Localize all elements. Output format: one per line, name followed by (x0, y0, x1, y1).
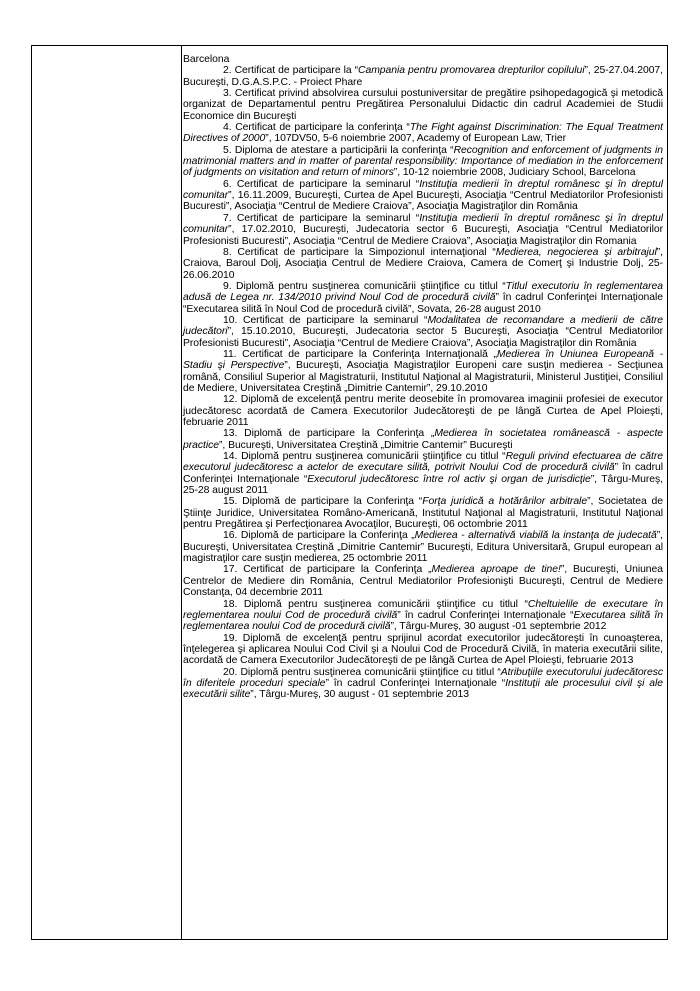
entry-text: ” în cadrul Conferinţei Internaţionale “ (325, 677, 506, 689)
entry-text: ”, Craiova, Baroul Dolj, Asociaţia Centrul de Mediere Craiova, Camera de Comerţ şi Industrie Dolj, 25-26.06.2010 (183, 246, 663, 281)
entry-title-italic: Instituţia medierii în dreptul românesc şi în dreptul comunitar (183, 212, 663, 236)
entry-title-italic: Instituţii ale procesului civil şi ale executării silite (183, 677, 663, 701)
certificate-entry (183, 247, 663, 281)
entry-text: 2. Certificat de participare la “ (223, 65, 359, 77)
entry-text: ” în cadrul Conferinţei Internaţionale “ (183, 462, 663, 485)
entry-text: ”, 107DV50, 5-6 noiembrie 2007, Academy of European Law, Trier (265, 133, 566, 145)
entry-text: ”, Bucureşti, Uniunea Centrelor de Mediere din România, Centrul Mediatorilor Profesionişti Bucureşti, Centrul de Mediere Constanţa, 04 decembrie 2011 (183, 564, 663, 599)
entry-title-italic: Medierea în Uniunea Europeană - Stadiu şi Perspective (183, 348, 663, 372)
certifications-list (183, 54, 663, 701)
entry-title-italic: Atribuţiile executorului judecătoresc în diferitele proceduri speciale (183, 666, 663, 689)
document-table (31, 45, 668, 940)
entry-text: ”, Bucureşti, Asociaţia Magistraţilor Europeni care susţin medierea - Secţiunea română, Consiliul Superior al Magistraturii, Institutul Naţional al Magistraturii, Ministerul Justiţiei, Consiliul de Mediere, Universitatea Creştină „Dimitrie Cantemir”, 29.10.2010 (183, 360, 663, 394)
entry-text: 12. Diplomă de excelenţă pentru merite deosebite în promovarea imaginii profesiei de executor judecătoresc acordată de Camera Executorilor Judecătoreşti de pe lângă Curtea de Apel Ploieşti, februarie 2011 (183, 394, 663, 428)
certificate-entry (183, 394, 663, 428)
certificate-entry (183, 564, 663, 598)
entry-text: 9. Diplomă pentru susţinerea comunicării ştiinţifice cu titlul “ (223, 280, 506, 292)
certificate-entry (183, 122, 663, 145)
certificate-entry (183, 281, 663, 315)
entry-text: 4. Certificat de participare la conferinţa “ (223, 122, 410, 134)
entry-text: ”, Bucureşti, Universitatea Creştină „Dimitrie Cantemir” Bucureşti, Editura Universitară, Grupul european al magistraţilor care susţin medierea, 25 octombrie 2011 (183, 530, 663, 565)
entry-title-italic: Cheltuielile de executare în reglementarea noului Cod de procedură civilă (183, 598, 663, 621)
entry-text: ”, 25-27.04.2007, Bucureşti, D.G.A.S.P.C. - Proiect Phare (183, 65, 663, 88)
entry-text: 8. Certificat de participare la Simpozionul internaţional “ (223, 246, 496, 258)
entry-text: ” în cadrul Conferinţei Internaţionale “Executarea silită în Noul Cod de procedură civilă”, Sovata, 26-28 august 2010 (183, 292, 663, 315)
entry-text: ”, Bucureşti, Universitatea Creştină „Dimitrie Cantemir” Bucureşti (218, 439, 513, 451)
certificate-entry (183, 428, 663, 451)
entry-text: ”, 15.10.2010, Bucureşti, Judecatoria sector 5 Bucureşti, Asociaţia “Centrul Mediatorilor Profesionisti Bucuresti”, Asociaţia “Centrul de Mediere Craiova”, Asociaţia Magistraţilor din România (183, 326, 663, 349)
entry-text: 20. Diplomă pentru susţinerea comunicării ştiinţifice cu titlul “ (223, 666, 501, 678)
entry-title-italic: Recognition and enforcement of judgments in matrimonial matters and in matter of parental responsibility: Importance of mediation in the enforcement of judgments on visitation and return of minors (183, 144, 663, 179)
entry-text: 13. Diplomă de participare la Conferinţa „ (223, 428, 435, 440)
certificate-entry (183, 599, 663, 633)
entry-text: 17. Certificat de participare la Conferinţa „ (223, 564, 432, 576)
entry-text: 19. Diplomă de excelenţă pentru sprijinul acordat executorilor judecătoreşti în cunoaşterea, înţelegerea şi aplicarea Noului Cod Civil şi a Noului Cod de Procedură Civilă, în materia executării silite, acordată de Camera Executorilor Judecătoreşti de pe lângă Curtea de Apel Ploieşti, februarie 2013 (183, 632, 663, 667)
entry-text: 18. Diplomă pentru susţinerea comunicării ştiinţifice cu titlul “ (223, 598, 528, 610)
entry-text: 3. Certificat privind absolvirea cursului postuniversitar de pregătire psihopedagogică şi metodică organizat de Departamentul pentru Pregătirea Personalului Didactic din cadrul Academiei de Studii Economice din Bucureşti (183, 88, 663, 122)
certificate-entry (183, 349, 663, 394)
entry-text: ”, Târgu-Mureş, 25-28 august 2011 (183, 473, 663, 497)
certificate-entry (183, 530, 663, 564)
entry-title-italic: Medierea, negocierea şi arbitrajul (495, 246, 657, 258)
certificate-entry (183, 145, 663, 179)
entry-title-italic: Campania pentru promovarea drepturilor copilului (358, 65, 585, 77)
certificate-entry (183, 496, 663, 530)
entry-title-italic: Forţa juridică a hotărârilor arbitrale (422, 496, 588, 508)
entry-text: Barcelona (183, 54, 230, 65)
table-label-column (32, 46, 182, 939)
entry-title-italic: Modalitatea de recomandare a medierii de către judecători (183, 314, 663, 338)
certificate-entry (183, 65, 663, 88)
certificate-entry (183, 213, 663, 247)
certificate-entry (183, 633, 663, 667)
entry-text: ”, Târgu-Mureş, 30 august - 01 septembrie 2013 (250, 689, 470, 701)
entry-title-italic: Executorul judecătoresc între rol activ şi organ de jurisdicţie (307, 473, 591, 485)
certificate-entry (183, 179, 663, 213)
entry-text: 16. Diplomă de participare la Conferinţa „ (223, 530, 415, 542)
entry-text: 5. Diploma de atestare a participării la conferinţa “ (223, 144, 454, 156)
certificate-entry (183, 451, 663, 496)
entry-text: 6. Certificat de participare la seminarul “ (223, 178, 420, 190)
entry-title-italic: Medierea în societatea românească - aspecte practice (183, 428, 664, 451)
entry-text: ”, 17.02.2010, Bucureşti, Judecatoria sector 6 Bucureşti, Asociaţia “Centrul Mediatorilor Profesionisti Bucuresti”, Asociaţia “Centrul de Mediere Craiova”, Asociaţia Magistraţilor din Romania (183, 224, 663, 247)
entry-text: ”, Societatea de Ştiinţe Juridice, Universitatea Româno-Americană, Institutul Naţional al Magistraturii, Institutul Naţional pentru Pregătirea şi Perfecţionarea Avocaţilor, Bucureşti, 06 octombrie 2011 (183, 496, 664, 531)
entry-text: 14. Diplomă pentru susţinerea comunicării ştiinţifice cu titlul “ (223, 451, 506, 463)
certificate-entry (183, 667, 663, 701)
entry-title-italic: The Fight against Discrimination: The Equal Treatment Directives of 2000 (183, 122, 663, 145)
entry-title-italic: Executarea silită în reglementarea noului Cod de procedură civilă (183, 609, 663, 633)
entry-text: 7. Certificat de participare la seminarul “ (223, 212, 420, 224)
continuation-line (183, 54, 663, 65)
entry-text: ” în cadrul Conferinţei Internaţionale “ (397, 609, 574, 621)
certificate-entry (183, 315, 663, 349)
entry-text: ”, Târgu-Mureş, 30 august -01 septembrie 2012 (390, 621, 607, 633)
entry-text: ”, 10-12 noiembrie 2008, Judiciary School, Barcelona (393, 167, 636, 179)
entry-title-italic: Medierea aproape de tine! (431, 564, 561, 576)
entry-title-italic: Reguli privind efectuarea de către executorul judecătoresc a actelor de executare silită, potrivit Noului Cod de procedură civilă (183, 451, 663, 474)
entry-text: 11. Certificat de participare la Conferinţa Internaţională „ (223, 348, 497, 360)
entry-title-italic: Instituţia medierii în dreptul românesc şi în dreptul comunitar (183, 178, 663, 202)
entry-text: 15. Diplomă de participare la Conferinţa “ (223, 496, 423, 508)
entry-title-italic: Titlul executoriu în reglementarea adusă de Legea nr. 134/2010 privind Noul Cod de procedură civilă (183, 280, 663, 304)
certificate-entry (183, 88, 663, 122)
entry-text: 10. Certificat de participare la seminarul “ (223, 314, 428, 326)
entry-text: ”, 16.11.2009, Bucureşti, Curtea de Apel Bucureşti, Asociaţia “Centrul Mediatorilor Profesionisti Bucuresti”, Asociaţia “Centrul de Mediere Craiova”, Asociaţia Magistraţilor din România (183, 190, 663, 213)
entry-title-italic: Medierea - alternativă viabilă la instanţa de judecată (414, 530, 657, 542)
